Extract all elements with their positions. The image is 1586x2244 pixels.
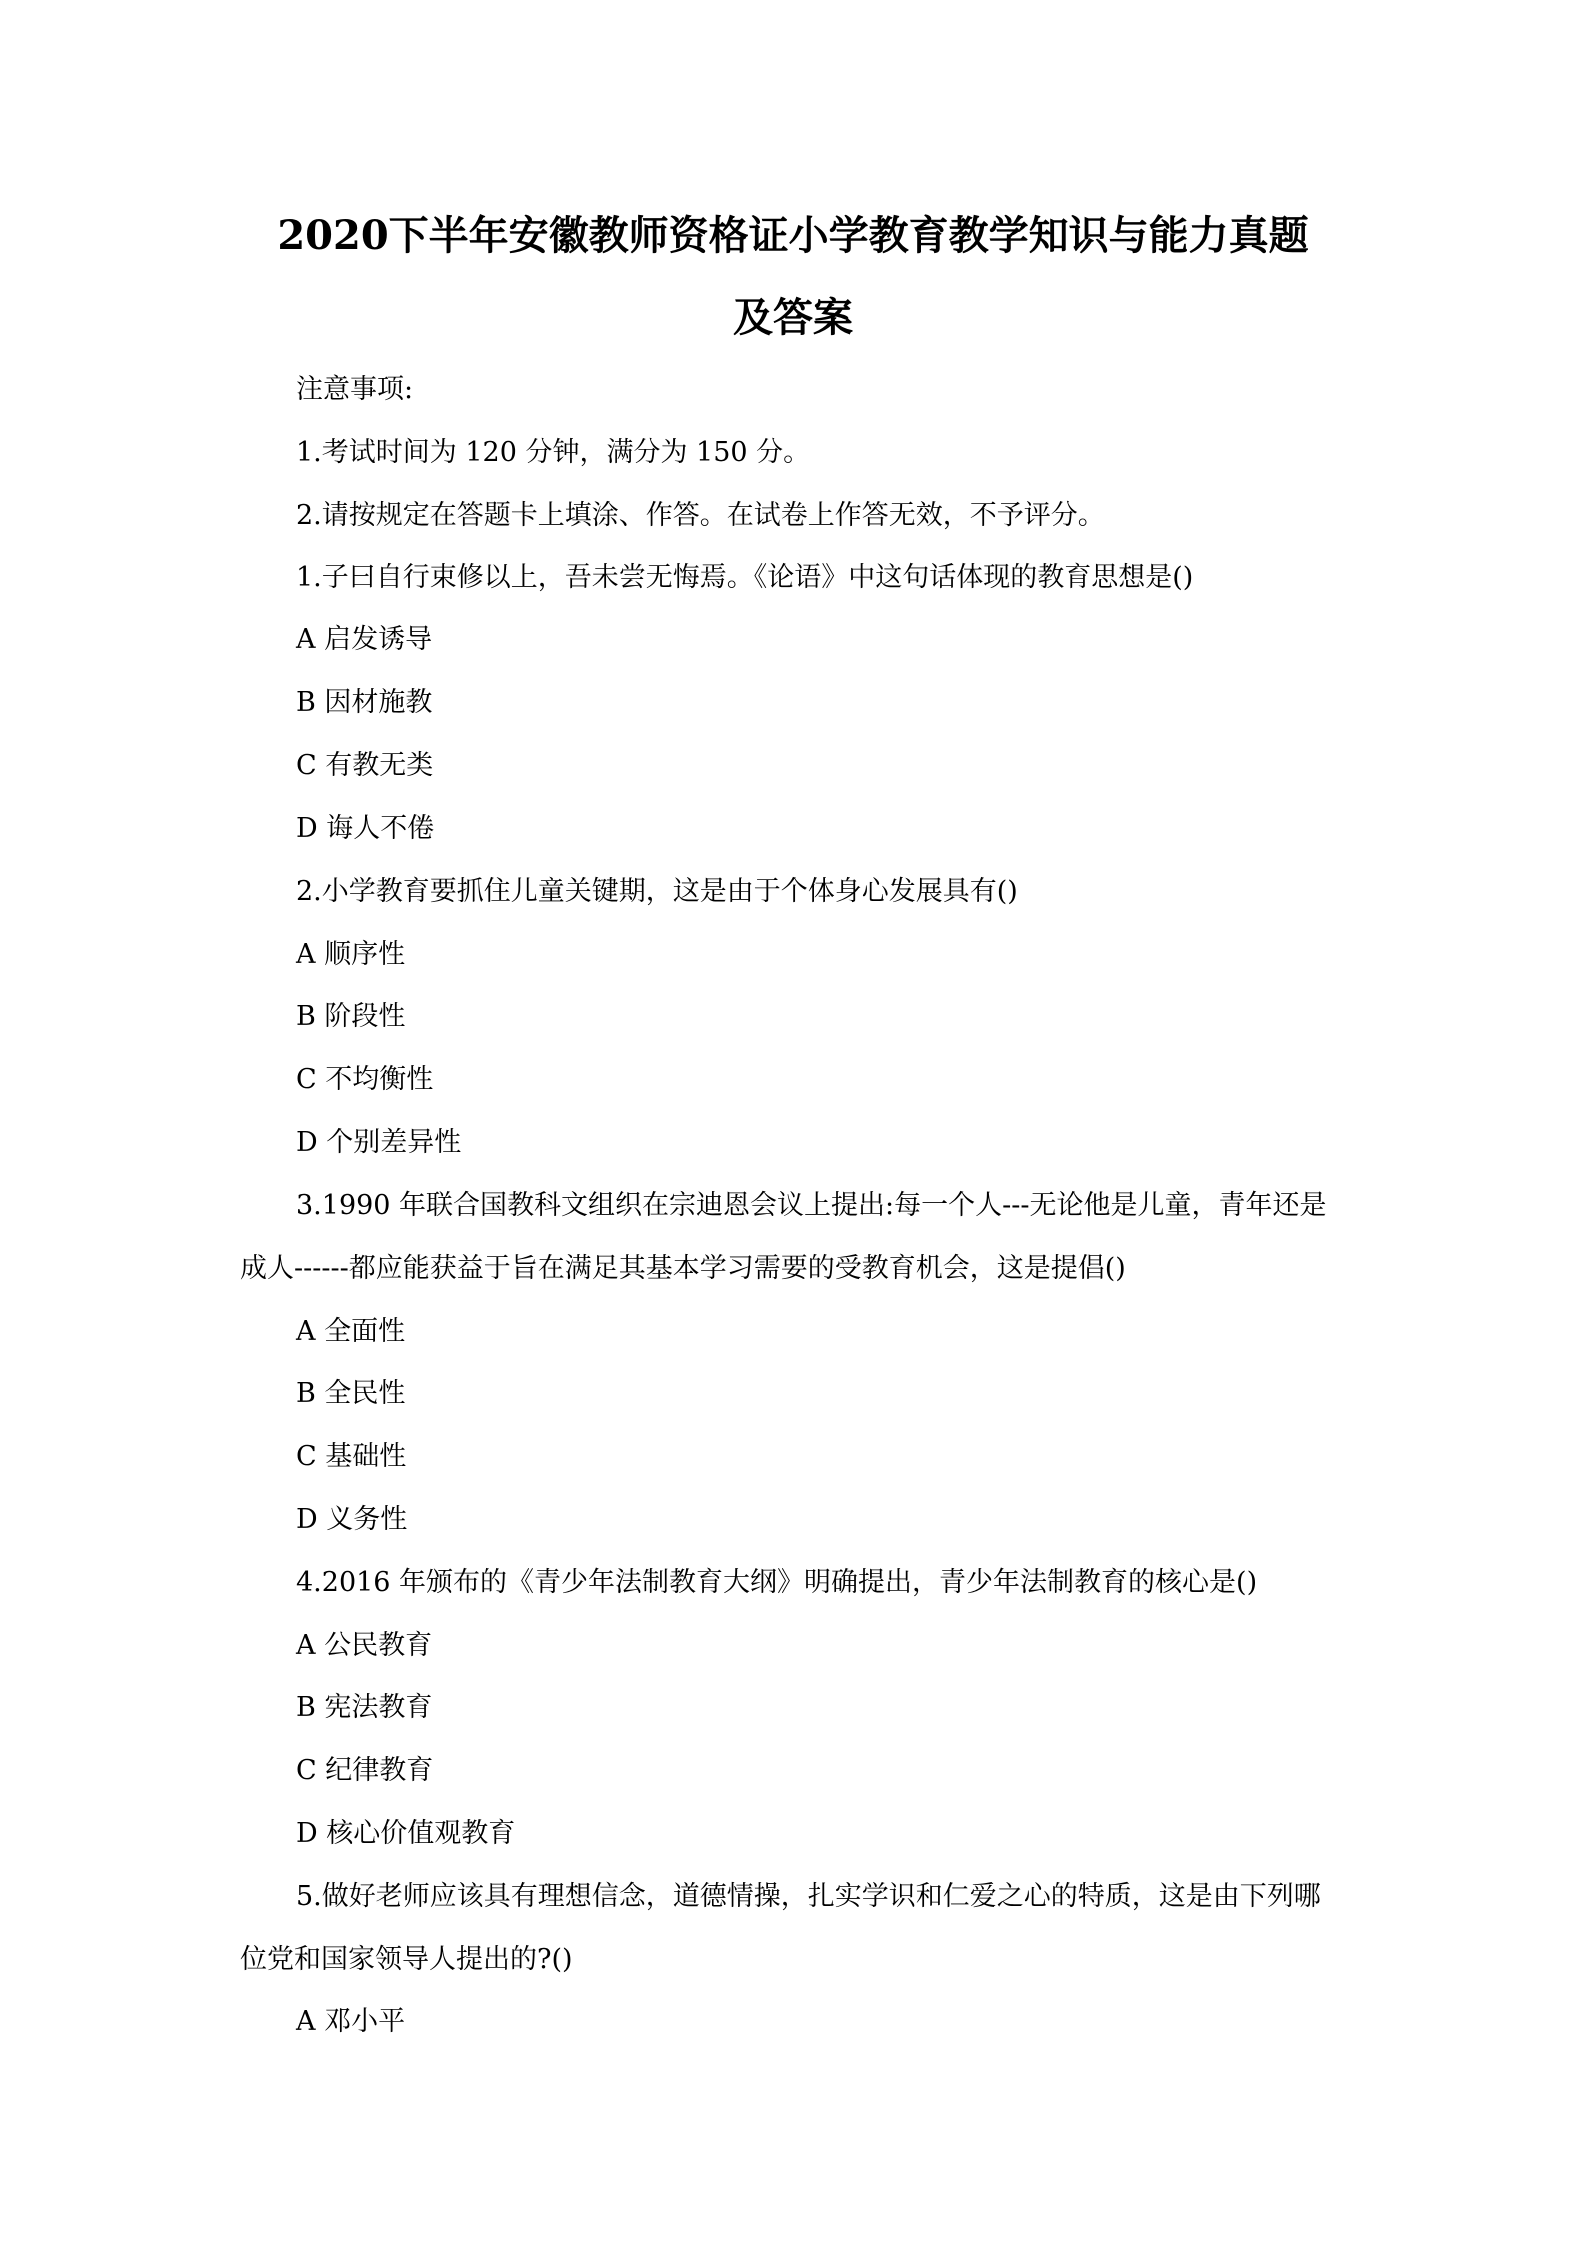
answer-option: A 公民教育 (296, 1630, 433, 1661)
notice-heading: 注意事项: (296, 374, 414, 405)
notice-item: 1.考试时间为 120 分钟，满分为 150 分。 (296, 437, 811, 468)
answer-option: C 纪律教育 (296, 1755, 434, 1786)
answer-option: D 个别差异性 (296, 1127, 462, 1158)
answer-option: A 顺序性 (296, 939, 406, 970)
answer-option: A 邓小平 (296, 2006, 406, 2037)
question-stem: 3.1990 年联合国教科文组织在宗迪恩会议上提出:每一个人---无论他是儿童，青年还是 (296, 1190, 1327, 1221)
answer-option: D 义务性 (296, 1504, 408, 1535)
question-stem: 1.子曰自行束修以上，吾未尝无悔焉。《论语》中这句话体现的教育思想是() (296, 562, 1194, 593)
answer-option: B 因材施教 (296, 687, 433, 718)
notice-item: 2.请按规定在答题卡上填涂、作答。在试卷上作答无效，不予评分。 (296, 500, 1105, 531)
answer-option: A 启发诱导 (296, 624, 433, 655)
question-stem: 4.2016 年颁布的《青少年法制教育大纲》明确提出，青少年法制教育的核心是() (296, 1567, 1258, 1598)
answer-option: C 基础性 (296, 1441, 407, 1472)
question-stem: 2.小学教育要抓住儿童关键期，这是由于个体身心发展具有() (296, 876, 1018, 907)
answer-option: B 宪法教育 (296, 1692, 433, 1723)
document-title: 2020下半年安徽教师资格证小学教育教学知识与能力真题 (277, 212, 1309, 259)
question-stem-continued: 成人------都应能获益于旨在满足其基本学习需要的受教育机会，这是提倡() (240, 1253, 1126, 1284)
question-stem: 5.做好老师应该具有理想信念，道德情操，扎实学识和仁爱之心的特质，这是由下列哪 (296, 1881, 1321, 1912)
answer-option: C 不均衡性 (296, 1064, 434, 1095)
answer-option: A 全面性 (296, 1316, 406, 1347)
answer-option: D 核心价值观教育 (296, 1818, 516, 1849)
answer-option: C 有教无类 (296, 750, 434, 781)
answer-option: B 全民性 (296, 1378, 406, 1409)
question-stem-continued: 位党和国家领导人提出的?() (240, 1944, 573, 1975)
answer-option: B 阶段性 (296, 1001, 406, 1032)
answer-option: D 诲人不倦 (296, 813, 435, 844)
document-title-continued: 及答案 (733, 294, 853, 341)
